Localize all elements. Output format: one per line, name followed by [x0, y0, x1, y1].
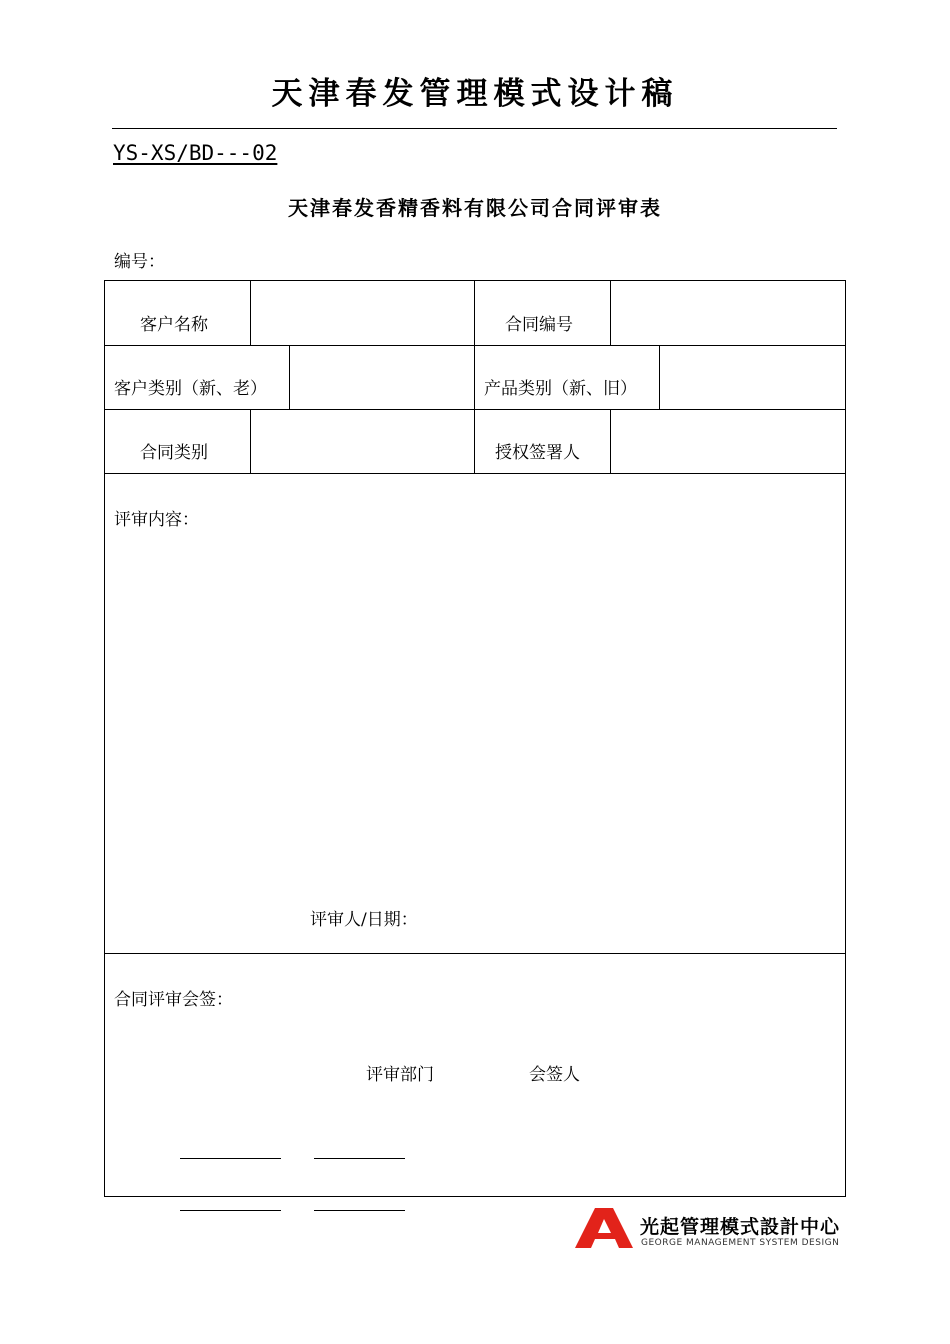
- review-content-label: 评审内容：: [114, 510, 199, 530]
- logo-subtitle: GEORGE MANAGEMENT SYSTEM DESIGN: [641, 1238, 840, 1248]
- review-department-header: 评审部门: [366, 1065, 434, 1085]
- col-divider: [474, 345, 475, 409]
- department-signature-line[interactable]: [180, 1158, 281, 1159]
- row-divider: [104, 409, 846, 410]
- reviewer-date-label: 评审人/日期：: [310, 910, 418, 930]
- department-signature-line[interactable]: [180, 1210, 281, 1211]
- col-divider: [659, 345, 660, 409]
- product-type-label: 产品类别（新、旧）: [484, 379, 637, 399]
- title-divider: [112, 128, 837, 129]
- table-border-top: [104, 280, 846, 281]
- table-border-bottom: [104, 1196, 846, 1197]
- serial-number-label: 编号：: [114, 252, 165, 272]
- authorized-signatory-label: 授权签署人: [495, 443, 580, 463]
- customer-name-label: 客户名称: [140, 315, 208, 335]
- customer-type-label: 客户类别（新、老）: [114, 379, 267, 399]
- document-code: YS-XS/BD---02: [113, 141, 278, 165]
- col-divider: [610, 409, 611, 473]
- row-divider: [104, 953, 846, 954]
- review-content-area[interactable]: [110, 535, 840, 885]
- col-divider: [250, 409, 251, 473]
- form-title: 天津春发香精香料有限公司合同评审表: [288, 196, 662, 220]
- countersign-label: 合同评审会签：: [114, 990, 233, 1010]
- signer-signature-line[interactable]: [314, 1210, 405, 1211]
- contract-number-label: 合同编号: [505, 315, 573, 335]
- table-border-left: [104, 280, 105, 1196]
- col-divider: [250, 280, 251, 345]
- logo-a-icon: [575, 1208, 633, 1250]
- col-divider: [474, 409, 475, 473]
- row-divider: [104, 345, 846, 346]
- col-divider: [474, 280, 475, 345]
- contract-type-label: 合同类别: [140, 443, 208, 463]
- company-logo: [575, 1206, 840, 1252]
- countersigner-header: 会签人: [529, 1065, 580, 1085]
- row-divider: [104, 473, 846, 474]
- table-border-right: [845, 280, 846, 1196]
- signer-signature-line[interactable]: [314, 1158, 405, 1159]
- page-title: 天津春发管理模式设计稿: [271, 76, 679, 112]
- logo-name: 光起管理模式設計中心: [640, 1216, 841, 1238]
- col-divider: [289, 345, 290, 409]
- col-divider: [610, 280, 611, 345]
